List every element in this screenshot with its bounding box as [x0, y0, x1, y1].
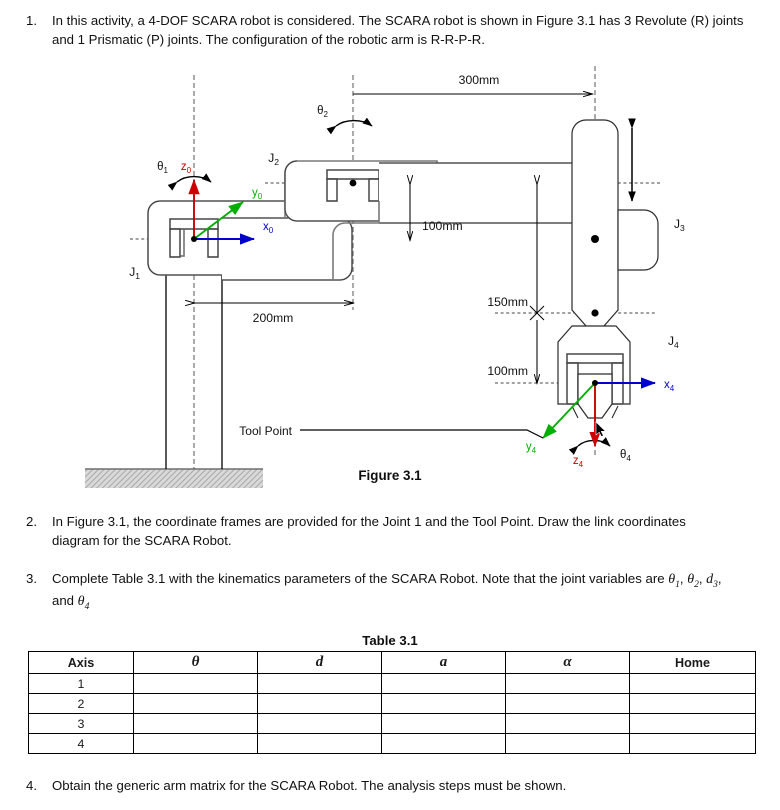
question-4-number: 4.: [26, 778, 37, 793]
question-2-number: 2.: [26, 514, 37, 529]
column-header-theta: θ: [134, 652, 258, 674]
cell-axis-2: 2: [29, 694, 134, 714]
cell-home-4[interactable]: [630, 734, 756, 754]
column-header-a: a: [382, 652, 506, 674]
table-row: [29, 694, 756, 714]
z4-axis-label: $z_4$: [572, 455, 584, 469]
cell-home-1[interactable]: [630, 674, 756, 694]
joint-4-label: $J_4$: [668, 334, 679, 350]
cell-d-3[interactable]: [258, 714, 382, 734]
table-row: [29, 734, 756, 754]
joint-2-label: $J_2$: [268, 151, 279, 167]
sep-2: ,: [698, 571, 707, 586]
dimension-150mm-label: 150mm: [487, 295, 528, 309]
cell-d-4[interactable]: [258, 734, 382, 754]
theta-1-label: $\theta_1$: [157, 161, 168, 175]
question-4: [26, 777, 726, 796]
cell-alpha-4[interactable]: [506, 734, 630, 754]
cell-alpha-3[interactable]: [506, 714, 630, 734]
theta-2-label: $\theta_2$: [317, 105, 328, 119]
cell-axis-4: 4: [29, 734, 134, 754]
table-header-row: [29, 652, 756, 674]
cell-theta-4[interactable]: [134, 734, 258, 754]
table-row: [29, 674, 756, 694]
cell-theta-3[interactable]: [134, 714, 258, 734]
figure-caption: Figure 3.1: [358, 468, 422, 483]
theta-4-rotation-arc: [578, 440, 631, 463]
joint-1-label: $J_1$: [129, 265, 140, 281]
column-header-d: d: [258, 652, 382, 674]
mouse-cursor: [596, 422, 605, 437]
question-1-number: 1.: [26, 13, 37, 28]
question-3-prefix: Complete Table 3.1 with the kinematics parameters of the SCARA Robot. Note that the joint variables are: [52, 571, 669, 586]
cell-a-2[interactable]: [382, 694, 506, 714]
question-1-text: In this activity, a 4-DOF SCARA robot is considered. The SCARA robot is shown in Figure 3.1 has 3 Revolute (R) joints and 1 Prismatic (P) joints. The configuration of the robotic arm is R-R-P-R.: [52, 13, 744, 47]
cell-a-3[interactable]: [382, 714, 506, 734]
joint-4-center: [591, 309, 598, 316]
frame-4-origin: [592, 380, 598, 386]
cell-a-4[interactable]: [382, 734, 506, 754]
tool-point-leader: [239, 424, 543, 438]
question-1: [26, 12, 756, 49]
column-header-home: Home: [630, 652, 756, 674]
question-3-text: [52, 570, 726, 615]
figure-3-1: [0, 58, 780, 488]
cell-d-1[interactable]: [258, 674, 382, 694]
joint-variable-4: $\theta_4$: [77, 594, 90, 613]
cell-alpha-2[interactable]: [506, 694, 630, 714]
cell-axis-1: 1: [29, 674, 134, 694]
theta-4-label: $\theta_4$: [620, 449, 631, 463]
cell-d-2[interactable]: [258, 694, 382, 714]
cell-a-1[interactable]: [382, 674, 506, 694]
question-3: [26, 570, 726, 615]
cell-theta-2[interactable]: [134, 694, 258, 714]
sep-3: , and: [52, 571, 722, 609]
joint-3-center: [591, 235, 599, 243]
dimension-200mm-label: 200mm: [252, 311, 294, 325]
x0-axis-label: $x_0$: [263, 221, 274, 235]
joint-variable-2: $\theta_2$: [687, 572, 699, 590]
column-header-axis: Axis: [29, 652, 134, 674]
table-row: [29, 714, 756, 734]
y0-axis-label: $y_0$: [252, 187, 263, 201]
dimension-100mm-upper-label: 100mm: [422, 219, 463, 233]
dimension-200mm: [194, 303, 353, 325]
joint-3-slider-block: [618, 210, 658, 270]
kinematics-parameters-table: [28, 651, 756, 754]
joint-3-label: $J_3$: [674, 217, 685, 233]
joint-variable-3: $d_3$: [706, 572, 718, 590]
x4-axis-label: $x_4$: [664, 379, 675, 393]
cell-home-2[interactable]: [630, 694, 756, 714]
theta-2-rotation-arc: [317, 105, 372, 126]
dimension-100mm-lower-label: 100mm: [487, 364, 528, 378]
column-header-alpha: α: [506, 652, 630, 674]
dimension-300mm: [353, 73, 592, 94]
tool-point-label: Tool Point: [239, 424, 292, 438]
question-3-number: 3.: [26, 571, 37, 586]
cell-home-3[interactable]: [630, 714, 756, 734]
y4-axis-label: $y_4$: [525, 441, 537, 455]
question-2: [26, 513, 726, 550]
cell-theta-1[interactable]: [134, 674, 258, 694]
cell-alpha-1[interactable]: [506, 674, 630, 694]
dimension-100mm-lower: [487, 320, 537, 383]
question-2-text: In Figure 3.1, the coordinate frames are provided for the Joint 1 and the Tool Point. Draw the link coordinates diagram for the SCARA Robot.: [52, 514, 686, 548]
question-4-text: Obtain the generic arm matrix for the SCARA Robot. The analysis steps must be shown.: [52, 778, 567, 793]
scara-robot-diagram: [0, 58, 780, 488]
sep-1: ,: [679, 571, 688, 586]
joint-variable-1: $\theta_1$: [668, 572, 680, 590]
joint-2-center: [350, 180, 357, 187]
frame-0-origin: [191, 236, 197, 242]
table-title: Table 3.1: [362, 633, 418, 648]
z0-axis-label: $z_0$: [180, 161, 192, 175]
dimension-300mm-label: 300mm: [458, 73, 500, 87]
cell-axis-3: 3: [29, 714, 134, 734]
